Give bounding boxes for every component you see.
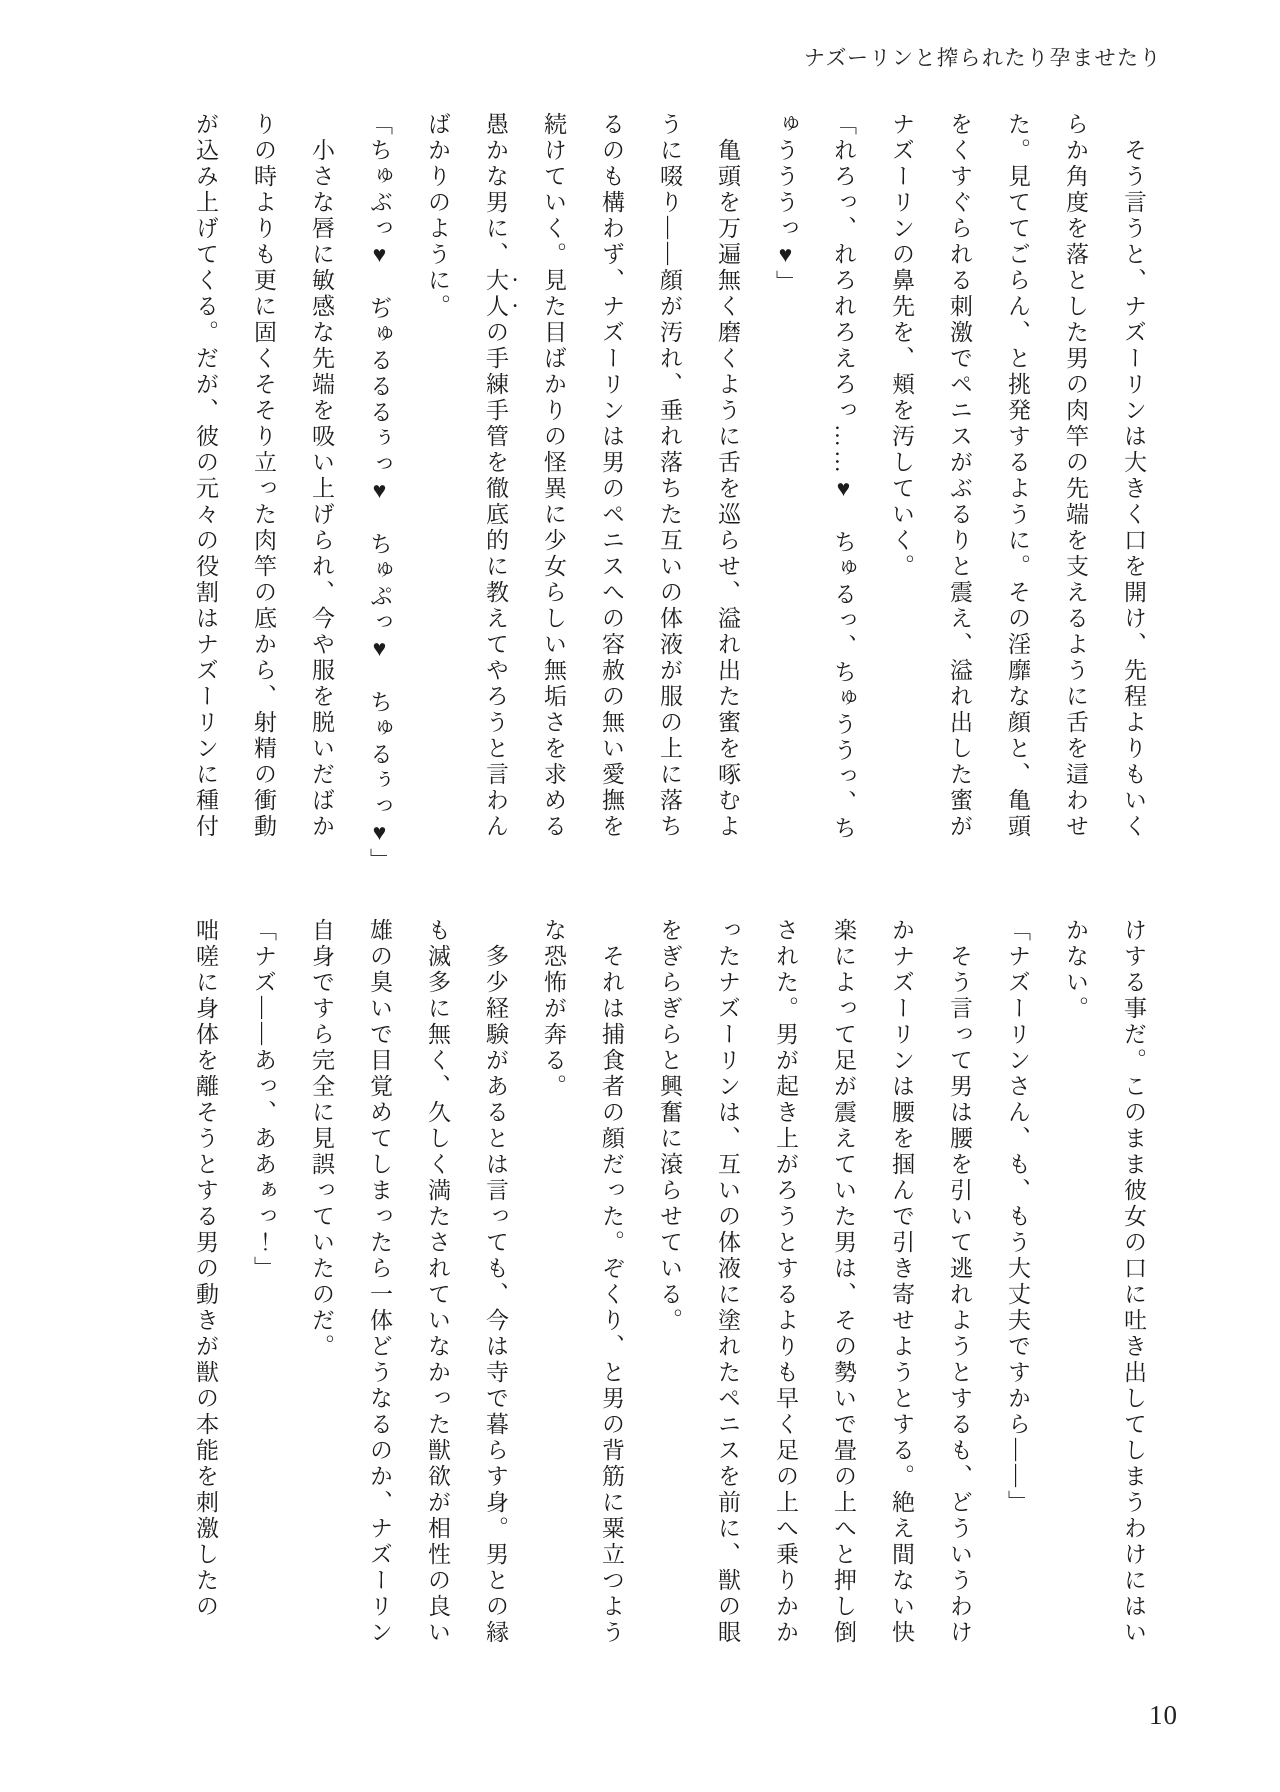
- page-number: 10: [1149, 1700, 1178, 1730]
- text-column: それは捕食者の顔だった。ぞくり、と男の背筋に粟立つよう: [599, 918, 624, 1646]
- text-column: けする事だ。このまま彼女の口に吐き出してしまうわけにはい: [1121, 918, 1146, 1646]
- text-column: かない。: [1063, 918, 1088, 1022]
- text-column: うに啜り――顔が汚れ、垂れ落ちた互いの体液が服の上に落ち: [657, 112, 682, 840]
- text-column: るのも構わず、ナズーリンは男のペニスへの容赦の無い愛撫を: [599, 112, 624, 840]
- text-column: 「ナズーリンさん、も、もう大丈夫ですから――」: [1005, 918, 1030, 1516]
- text-column: をくすぐられる刺激でペニスがぶるりと震え、溢れ出した蜜が: [947, 112, 972, 840]
- text-column: りの時よりも更に固くそそり立った肉竿の底から、射精の衝動: [251, 112, 276, 840]
- text-column: ばかりのように。: [425, 112, 450, 320]
- text-column: 「ちゅぶっ♥ ぢゅるるるぅっ♥ ちゅぷっ♥ ちゅるぅっ♥」: [367, 112, 392, 874]
- text-column: 「れろっ、れろれろえろっ……♥ ちゅるっ、ちゅううっ、ち: [831, 112, 856, 842]
- text-column: そう言って男は腰を引いて逃れようとするも、どういうわけ: [947, 918, 972, 1646]
- text-column: 「ナズ――あっ、ああぁっ！」: [251, 918, 276, 1282]
- text-column: 咄嗟に身体を離そうとする男の動きが獣の本能を刺激したの: [193, 918, 218, 1620]
- text-column: 楽によって足が震えていた男は、その勢いで畳の上へと押し倒: [831, 918, 856, 1646]
- lower-text-block: [172, 918, 1162, 1660]
- upper-text-block: [172, 112, 1162, 874]
- text-column: 多少経験があるとは言っても、今は寺で暮らす身。男との縁: [483, 918, 508, 1646]
- text-column: らか角度を落とした男の肉竿の先端を支えるように舌を這わせ: [1063, 112, 1088, 840]
- text-column: ったナズーリンは、互いの体液に塗れたペニスを前に、獣の眼: [715, 918, 740, 1646]
- text-column: ナズーリンの鼻先を、頬を汚していく。: [889, 112, 914, 580]
- text-column: 続けていく。見た目ばかりの怪異に少女らしい無垢さを求める: [541, 112, 566, 840]
- text-column: された。男が起き上がろうとするよりも早く足の上へ乗りかか: [773, 918, 798, 1646]
- text-column: 愚かな男に、大人の手練手管を徹底的に教えてやろうと言わん: [483, 112, 508, 840]
- text-column: も滅多に無く、久しく満たされていなかった獣欲が相性の良い: [425, 918, 450, 1646]
- text-column: をぎらぎらと興奮に滾らせている。: [657, 918, 682, 1334]
- text-column: ゅうううっ♥」: [773, 112, 798, 296]
- text-column: 亀頭を万遍無く磨くように舌を巡らせ、溢れ出た蜜を啄むよ: [715, 112, 740, 840]
- text-column: かナズーリンは腰を掴んで引き寄せようとする。絶え間ない快: [889, 918, 914, 1646]
- emphasis-dots-text: 大人: [483, 268, 508, 320]
- running-header-title: ナズーリンと搾られたり孕ませたり: [803, 46, 1162, 70]
- text-column: が込み上げてくる。だが、彼の元々の役割はナズーリンに種付: [193, 112, 218, 840]
- text-column: 自身ですら完全に見誤っていたのだ。: [309, 918, 334, 1360]
- text-column: 雄の臭いで目覚めてしまったら一体どうなるのか、ナズーリン: [367, 918, 392, 1646]
- text-column: た。見ててごらん、と挑発するように。その淫靡な顔と、亀頭: [1005, 112, 1030, 840]
- text-column: 小さな唇に敏感な先端を吸い上げられ、今や服を脱いだばか: [309, 112, 334, 840]
- text-column: な恐怖が奔る。: [541, 918, 566, 1100]
- text-column: そう言うと、ナズーリンは大きく口を開け、先程よりもいく: [1121, 112, 1146, 840]
